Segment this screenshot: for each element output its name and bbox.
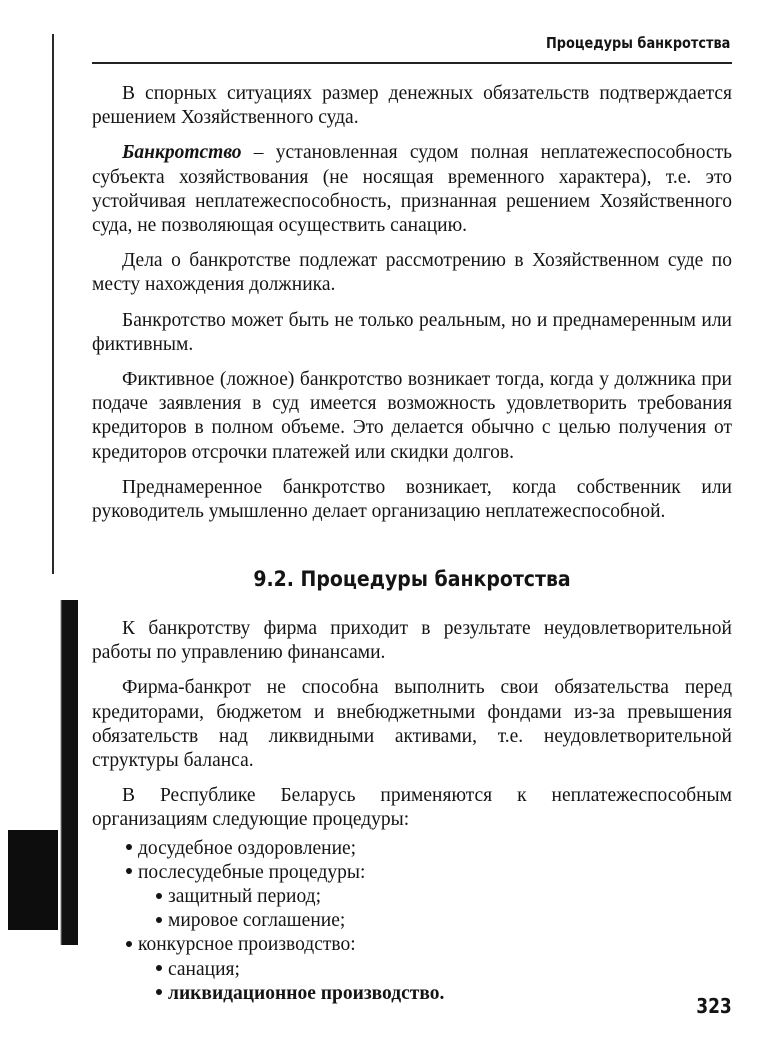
list-item: мировое соглашение; — [92, 909, 732, 933]
list-item: досудебное оздоровление; — [92, 837, 732, 861]
bullet-icon — [156, 917, 162, 923]
paragraph: Банкротство может быть не только реальным, но и преднамеренным или фиктивным. — [92, 309, 732, 355]
paragraph: В Республике Беларусь применяются к неплатежеспособным организациям следующие процедуры: — [92, 785, 732, 831]
paragraph: В спорных ситуациях размер денежных обязательств подтверждается решением Хозяйственного суда. — [92, 83, 732, 129]
paragraph: Преднамеренное банкротство возникает, когда собственник или руководитель умышленно делает организацию неплатежеспособной. — [92, 476, 732, 523]
list-item: конкурсное производство: — [92, 933, 732, 957]
section-2-text — [92, 617, 732, 1006]
list-item: санация; — [92, 958, 732, 982]
definition-paragraph — [92, 141, 732, 238]
section-heading: 9.2. Процедуры банкротства — [253, 567, 571, 591]
bullet-icon — [126, 844, 132, 850]
definition-text: – установленная судом полная неплатежеспособность субъекта хозяйствования (не носящая временного характера), т.е. это устойчивая неплатежеспособность, признанная решением Хозяйственного суда, не позволяющая осуществить санацию. — [92, 142, 732, 237]
procedures-list — [92, 837, 732, 1006]
paragraph: Фиктивное (ложное) банкротство возникает тогда, когда у должника при подаче заявления в суд имеется возможность удовлетворить требования кредиторов в полном объеме. Это делается обычно с целью получения от кредиторов отсрочки платежей или скидки долгов. — [92, 369, 732, 463]
bullet-icon — [156, 965, 162, 971]
page-number: 323 — [696, 994, 732, 1018]
running-title: Процедуры банкротства — [545, 34, 730, 52]
section-1-text — [92, 82, 732, 535]
paragraph: Фирма-банкрот не способна выполнить свои обязательства перед кредиторами, бюджетом и внебюджетными фондами из-за превышения обязательств над ликвидными активами, т.е. неудовлетворительной структуры баланса. — [92, 677, 732, 772]
bullet-icon — [126, 941, 132, 947]
bullet-icon — [156, 893, 162, 899]
scan-edge-shadow-lower — [8, 830, 58, 930]
scan-edge-line — [52, 34, 54, 574]
header-divider — [92, 62, 732, 64]
paragraph: Дела о банкротстве подлежат рассмотрению в Хозяйственном суде по месту нахождения должника. — [92, 250, 732, 296]
bullet-icon — [156, 989, 162, 995]
list-item: защитный период; — [92, 885, 732, 909]
list-item: ликвидационное производство. — [92, 982, 732, 1006]
defined-term: Банкротство — [122, 142, 242, 164]
paragraph: К банкротству фирма приходит в результате неудовлетворительной работы по управлению финансами. — [92, 618, 732, 664]
list-item: послесудебные процедуры: — [92, 861, 732, 885]
bullet-icon — [126, 868, 132, 874]
